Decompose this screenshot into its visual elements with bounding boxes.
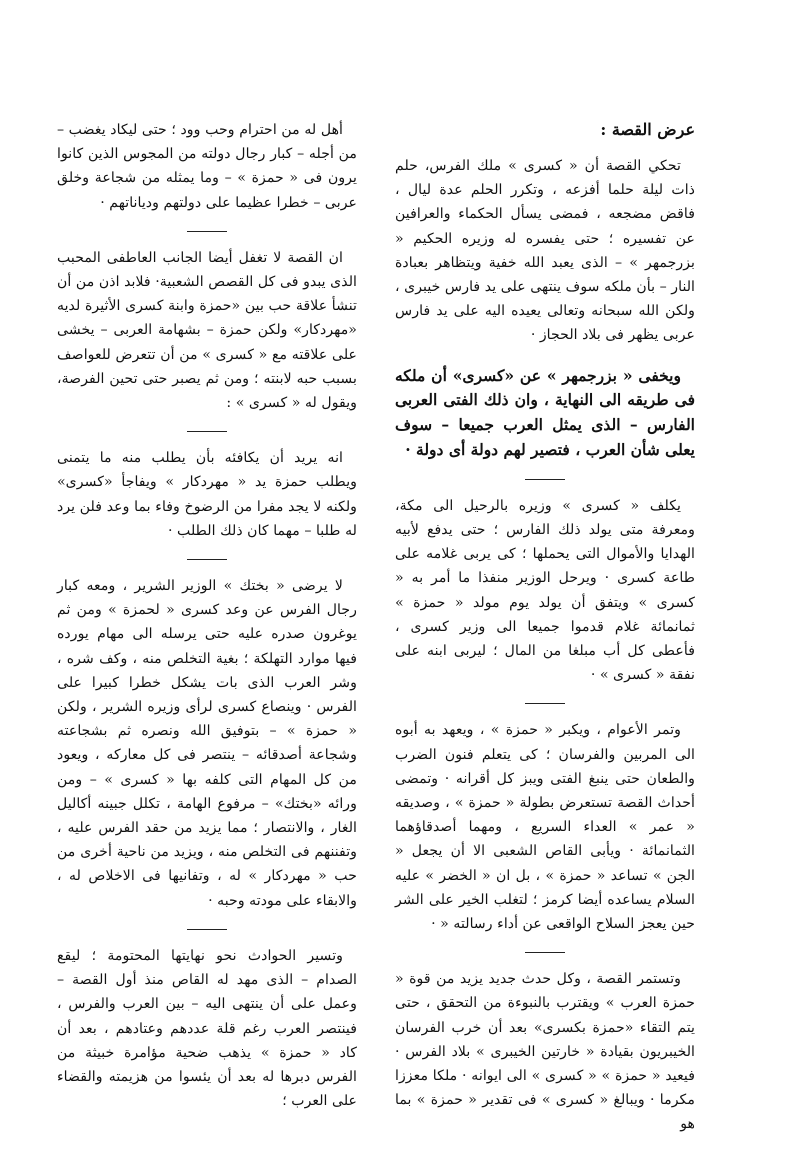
divider [525, 479, 565, 480]
divider [187, 431, 227, 432]
paragraph: انه يريد أن يكافئه بأن يطلب منه ما يتمنى ويطلب حمزة يد « مهردكار » ويفاجأ «كسرى» ولكنه لا يجد مفرا من الرضوخ وفاء بما وعد فلن يرد له طلبا – مهما كان ذلك الطلب · [57, 450, 357, 539]
paragraph: أهل له من احترام وحب وود ؛ حتى ليكاد يغضب – من أجله – كبار رجال دولته من المجوس الذين كانوا يرون فى « حمزة » – وما يمثله من شجاعة وخلق عربى – خطرا عظيما على دولتهم ودياناتهم · [57, 122, 357, 211]
paragraph: يكلف « كسرى » وزيره بالرحيل الى مكة، ومعرفة متى يولد ذلك الفارس ؛ حتى يدفع لأبيه الهدايا والأموال التى يحملها ؛ كى يربى غلامه على طاعة كسرى · ويرحل الوزير منفذا ما أمر به « كسرى » ويتفق أن يولد يوم مولد « حمزة » ثمانمائة غلام قدموا جميعا الى وزير كسرى ، فأعطى كل أب مبلغا من المال ؛ ليربى ابنه على نفقة « كسرى » · [395, 497, 695, 684]
divider [187, 929, 227, 930]
paragraph: ان القصة لا تغفل أيضا الجانب العاطفى المحبب الذى يبدو فى كل القصص الشعبية· فلابد اذن من أن تنشأ علاقة حب بين «حمزة وابنة كسرى الأثيرة لديه «مهردكار» ولكن حمزة – بشهامة العربى – يخشى على علاقته مع « كسرى » من أن تتعرض للعواصف بسبب حبه لابنته ؛ ومن ثم يصبر حتى تحين الفرصة، ويقول له « كسرى » : [57, 249, 357, 412]
right-column [395, 118, 695, 1153]
section-heading: عرض القصة : [600, 120, 695, 139]
paragraph-bold: ويخفى « بزرجمهر » عن «كسرى» أن ملكه فى طريقه الى النهاية ، وان ذلك الفتى العربى الفارس – الذى يمثل العرب جميعا – سوف يعلى شأن العرب ، فتصير لهم دولة أى دولة · [395, 365, 695, 460]
paragraph: وتستمر القصة ، وكل حدث جديد يزيد من قوة « حمزة العرب » ويقترب بالنبوءة من التحقق ، حتى يتم التقاء «حمزة بكسرى» بعد أن خرب الفرسان الخيبريون بقيادة « خارتين الخيبرى » بلاد الفرس · فيعيد « حمزة » « كسرى » الى ايوانه · ملكا معززا مكرما · ويبالغ « كسرى » فى تقدير « حمزة » بما هو [395, 971, 695, 1133]
divider [525, 952, 565, 953]
divider [525, 703, 565, 704]
divider [187, 231, 227, 232]
paragraph: وتمر الأعوام ، ويكبر « حمزة » ، ويعهد به أبوه الى المربين والفرسان ؛ كى يتعلم فنون الضرب والطعان حتى ينبغ الفتى ويبز كل أقرانه · وتمضى أحداث القصة تستعرض بطولة « حمزة » ، وصديقه « عمر » العداء السريع ، ومهما أصدقاؤهما الثمانمائة · ويأبى القاص الشعبى الا أن يجعل « الجن » تساعد « حمزة » ، بل ان « الخضر » عليه السلام يساعده أيضا كرمز ؛ لتغلب الخير على الشر حين يعجز السلاح الواقعى عن أداء رسالته « · [395, 722, 695, 933]
divider [187, 559, 227, 560]
paragraph: لا يرضى « بختك » الوزير الشرير ، ومعه كبار رجال الفرس عن وعد كسرى « لحمزة » ومن ثم يوغرون صدره عليه حتى يرسله الى مهام يورده فيها موارد التهلكة ؛ بغية التخلص منه ، وكف شره ، وشر العرب الذى بات يشكل خطرا كبيرا على الفرس · وينصاع كسرى لرأى وزيره الشرير ، ولكن « حمزة » – بتوفيق الله ونصره ثم بشجاعته وشجاعة أصدقائه – ينتصر فى كل معاركه ، ويعود من كل المهام التى كلفه بها « كسرى » – ومن ورائه «بختك» – مرفوع الهامة ، تكلل جبينه أكاليل الغار ، والانتصار ؛ مما يزيد من حقد الفرس عليه ، وتفننهم فى التخلص منه ، ويزيد من ناحية أخرى من حب « مهردكار » له ، وتفانيها فى الاخلاص له ، والابقاء على مودته وحبه · [57, 578, 357, 909]
paragraph: تحكي القصة أن « كسرى » ملك الفرس، حلم ذات ليلة حلما أفزعه ، وتكرر الحلم عدة ليال ، فاقض مضجعه ، فمضى يسأل الحكماء والعرافين عن تفسيره ؛ حتى يفسره له وزيره الحكيم « بزرجمهر » – الذى يعبد الله خفية ويتظاهر بعبادة النار – بأن ملكه سوف ينتهى على يد فارس خيبرى ، ولكن الله سبحانه وتعالى يعيده اليه على يد فارس عربى يظهر فى بلاد الحجاز · [395, 158, 695, 344]
left-column [57, 118, 357, 1129]
paragraph: وتسير الحوادث نحو نهايتها المحتومة ؛ ليقع الصدام – الذى مهد له القاص منذ أول القصة – وعمل على أن ينتهى اليه – بين العرب والفرس ، فينتصر العرب رغم قلة عددهم وعتادهم ، بعد أن كاد « حمزة » يذهب ضحية مؤامرة خبيثة من الفرس دبرها له بعد أن يئسوا من هزيمته والقضاء على العرب ؛ [57, 947, 357, 1110]
